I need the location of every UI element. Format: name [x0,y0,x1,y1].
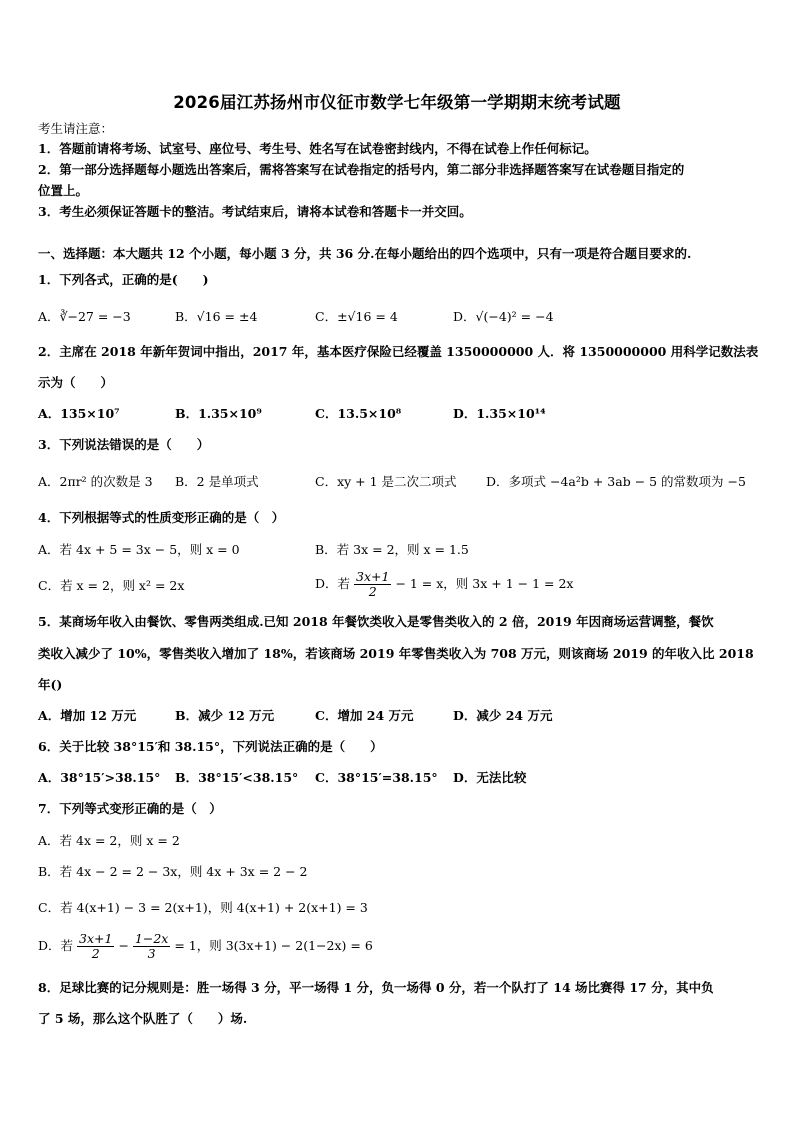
question-7-option-d-prefix: D．若 [38,938,74,953]
minus-sign: − [118,938,129,953]
question-4-option-b: B．若 3x = 2，则 x = 1.5 [315,542,469,557]
question-6-option-d: D．无法比较 [453,770,527,785]
question-1-option-a: A．∛−27 = −3 [38,309,131,324]
question-6-stem: 6．关于比较 38°15′和 38.15°，下列说法正确的是（ ） [38,739,383,754]
question-4-option-c: C．若 x = 2，则 x² = 2x [38,578,185,593]
notice-heading: 考生请注意： [38,121,114,136]
question-7-option-d-fraction-2 [133,932,170,961]
fraction-denominator: 2 [368,584,377,599]
question-3-stem: 3．下列说法错误的是（ ） [38,437,210,452]
question-5-line1: 5．某商场年收入由餐饮、零售两类组成.已知 2018 年餐饮类收入是零售类收入的 2 倍，2019 年因商场运营调整，餐饮 [38,614,714,629]
question-5-option-d: D．减少 24 万元 [453,708,553,723]
question-2-option-b: B．1.35×10⁹ [175,406,262,421]
question-2-stem-line1: 2．主席在 2018 年新年贺词中指出，2017 年，基本医疗保险已经覆盖 1350000000 人．将 1350000000 用科学记数法表 [38,344,759,359]
fraction-numerator: 3x+1 [79,931,113,946]
fraction-denominator: 2 [91,946,100,961]
question-3-option-d: D．多项式 −4a²b + 3ab − 5 的常数项为 −5 [486,474,746,489]
fraction-denominator: 3 [147,946,156,961]
question-7-option-d [38,932,373,961]
question-3-option-c: C．xy + 1 是二次二项式 [315,474,457,489]
question-2-option-d: D．1.35×10¹⁴ [453,406,546,421]
question-8-line1: 8．足球比赛的记分规则是：胜一场得 3 分，平一场得 1 分，负一场得 0 分，若一个队打了 14 场比赛得 17 分，其中负 [38,980,714,995]
notice-item-2-cont: 位置上。 [38,183,89,198]
question-5-option-b: B．减少 12 万元 [175,708,275,723]
question-4-option-d [315,570,573,599]
question-3-option-a: A．2πr² 的次数是 3 [38,474,153,489]
question-4-option-d-suffix: − 1 = x，则 3x + 1 − 1 = 2x [395,576,574,591]
question-1-stem: 1．下列各式，正确的是( ) [38,272,209,287]
question-6-option-a: A．38°15′>38.15° [38,770,161,785]
question-5-line2: 类收入减少了 10%，零售类收入增加了 18%，若该商场 2019 年零售类收入为 708 万元，则该商场 2019 的年收入比 2018 [38,646,754,661]
question-7-option-d-fraction-1 [77,932,114,961]
notice-item-1: 1．答题前请将考场、试室号、座位号、考生号、姓名写在试卷密封线内，不得在试卷上作任何标记。 [38,141,597,156]
question-1-option-b: B．√16 = ±4 [175,309,258,324]
question-5-line3: 年() [38,677,63,692]
exam-title: 2026届江苏扬州市仪征市数学七年级第一学期期末统考试题 [173,93,621,112]
question-7-option-b: B．若 4x − 2 = 2 − 3x，则 4x + 3x = 2 − 2 [38,864,308,879]
section-heading: 一、选择题：本大题共 12 个小题，每小题 3 分，共 36 分.在每小题给出的四个选项中，只有一项是符合题目要求的. [38,246,692,261]
question-5-option-c: C．增加 24 万元 [315,708,414,723]
question-2-stem-line2: 示为（ ） [38,375,114,390]
question-7-option-c: C．若 4(x+1) − 3 = 2(x+1)，则 4(x+1) + 2(x+1) = 3 [38,900,368,915]
question-6-option-b: B．38°15′<38.15° [175,770,299,785]
question-7-stem: 7．下列等式变形正确的是（ ） [38,801,222,816]
question-7-option-d-suffix: = 1，则 3(3x+1) − 2(1−2x) = 6 [174,938,373,953]
notice-item-3: 3．考生必须保证答题卡的整洁。考试结束后，请将本试卷和答题卡一并交回。 [38,204,472,219]
question-6-option-c: C．38°15′=38.15° [315,770,438,785]
question-4-option-d-fraction [354,570,391,599]
question-8-line2: 了 5 场，那么这个队胜了（ ）场. [38,1011,248,1026]
question-4-option-d-prefix: D．若 [315,576,351,591]
question-7-option-a: A．若 4x = 2，则 x = 2 [38,833,180,848]
question-3-option-b: B．2 是单项式 [175,474,259,489]
fraction-numerator: 3x+1 [356,569,390,584]
question-5-option-a: A．增加 12 万元 [38,708,137,723]
question-4-stem: 4．下列根据等式的性质变形正确的是（ ） [38,510,285,525]
question-4-option-a: A．若 4x + 5 = 3x − 5，则 x = 0 [38,542,240,557]
question-2-option-a: A．135×10⁷ [38,406,120,421]
fraction-numerator: 1−2x [134,931,169,946]
question-1-option-c: C．±√16 = 4 [315,309,398,324]
question-2-option-c: C．13.5×10⁸ [315,406,402,421]
question-1-option-d: D．√(−4)² = −4 [453,309,554,324]
notice-item-2: 2．第一部分选择题每小题选出答案后，需将答案写在试卷指定的括号内，第二部分非选择题答案写在试卷题目指定的 [38,162,685,177]
